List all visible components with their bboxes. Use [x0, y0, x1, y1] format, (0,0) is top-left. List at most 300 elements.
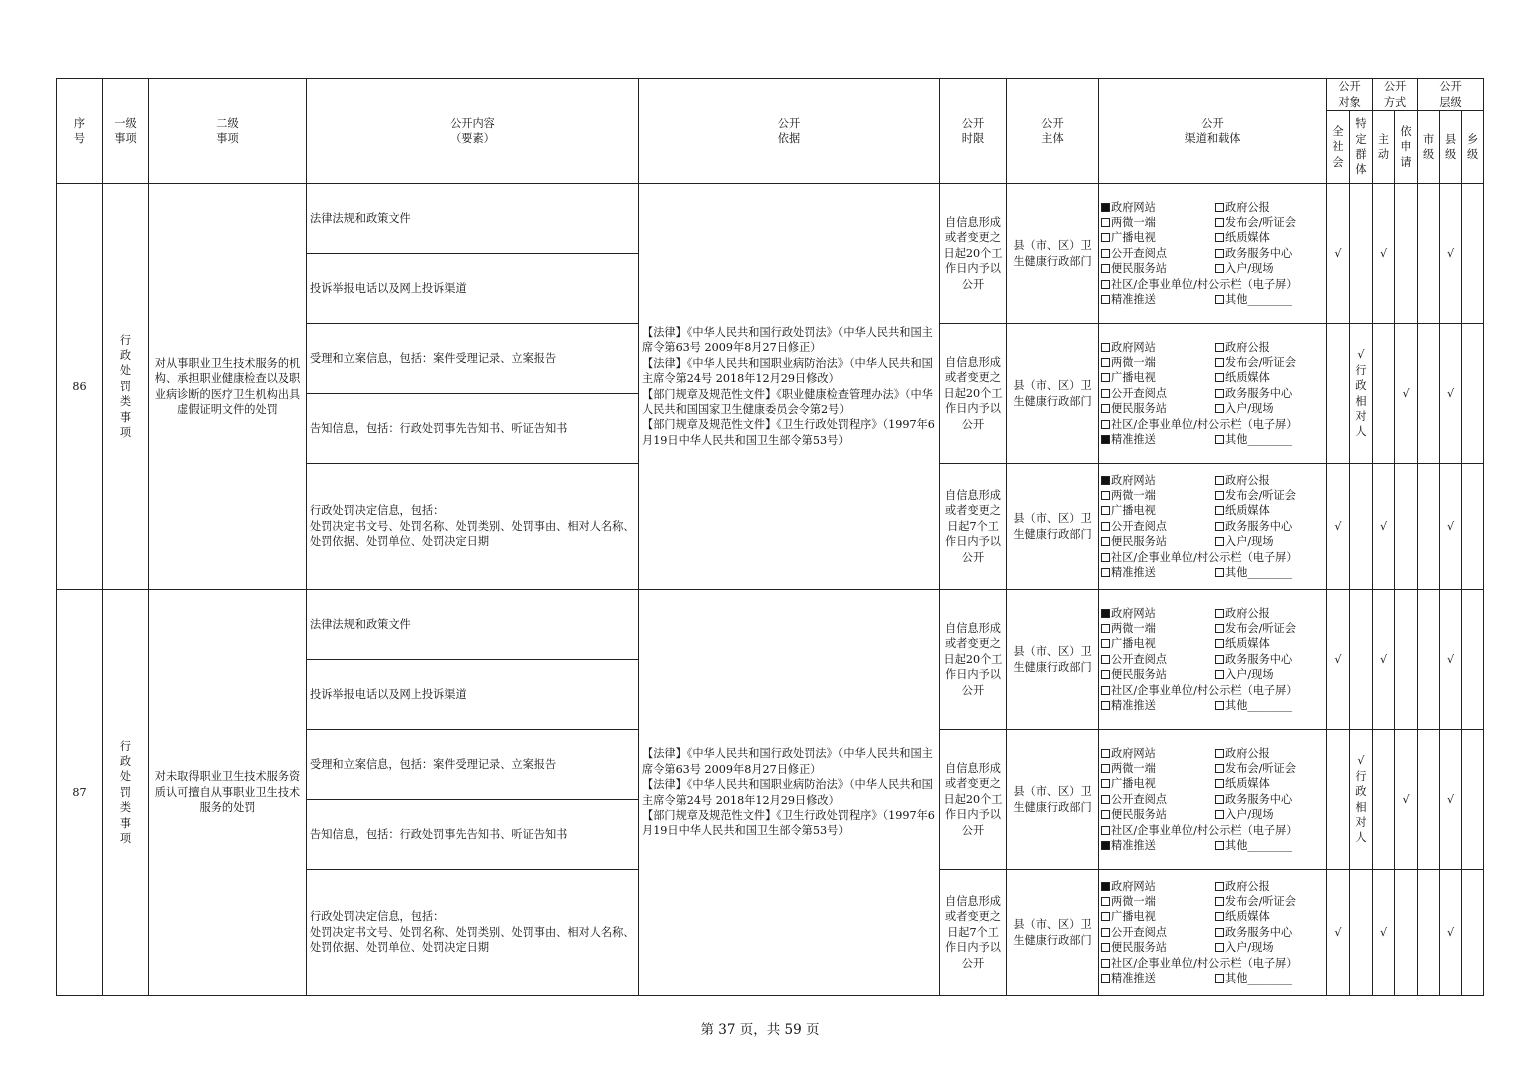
- channel-label: 发布会/听证会: [1225, 355, 1296, 369]
- channel-label: 政府网站: [1111, 879, 1156, 893]
- checkbox-icon: [1215, 655, 1224, 664]
- checkbox-icon: [1215, 568, 1224, 577]
- header-subject: 公开 主体: [1007, 79, 1099, 184]
- item-level1-text: 行政处罚类事项: [119, 333, 132, 440]
- channel-label: 纸质媒体: [1225, 637, 1270, 651]
- checkbox-icon: [1101, 491, 1110, 500]
- checkbox-icon: [1101, 203, 1110, 212]
- item-subject: 县（市、区）卫生健康行政部门: [1007, 730, 1099, 870]
- channel-label: 精准推送: [1111, 972, 1156, 986]
- checkbox-icon: [1101, 779, 1110, 788]
- mark-request: [1395, 590, 1418, 730]
- checkbox-icon: [1101, 655, 1110, 664]
- checkbox-icon: [1215, 264, 1224, 273]
- mark-active: [1373, 870, 1395, 996]
- check-mark: √: [1334, 519, 1342, 533]
- item-content: 投诉举报电话以及网上投诉渠道: [307, 660, 639, 730]
- mark-all: [1327, 184, 1350, 324]
- header-seq: 序号: [57, 79, 103, 184]
- checkbox-icon: [1215, 491, 1224, 500]
- channel-row: [1101, 534, 1324, 549]
- channel-label: 其他________: [1225, 839, 1293, 853]
- checkbox-icon: [1215, 928, 1224, 937]
- channel-row: [1101, 746, 1324, 761]
- channel-row: [1101, 519, 1324, 534]
- mark-town: [1462, 184, 1484, 324]
- channel-row: [1101, 488, 1324, 503]
- channel-label: 公开查阅点: [1111, 652, 1167, 666]
- mark-town: [1462, 324, 1484, 464]
- channel-row: [1101, 230, 1324, 245]
- channel-label: 入户/现场: [1225, 668, 1274, 682]
- channel-label: 入户/现场: [1225, 535, 1274, 549]
- checkbox-icon: [1215, 218, 1224, 227]
- channel-label: 社区/企事业单位/村公示栏（电子屏）: [1111, 823, 1298, 837]
- checkbox-icon: [1101, 264, 1110, 273]
- header-level-city: 市级: [1418, 111, 1440, 184]
- item-content: 受理和立案信息，包括：案件受理记录、立案报告: [307, 324, 639, 394]
- item-basis: 【法律】《中华人民共和国行政处罚法》（中华人民共和国主席令第63号 2009年8月27日修正） 【法律】《中华人民共和国职业病防治法》（中华人民共和国主席令第24号 2018年12月29日修改） 【部门规章及规范性文件】《职业健康检查管理办法》（中华人民共和国国家卫生健康委员会令第2号） 【部门规章及规范性文件】《卫生行政处罚程序》（1997年6月19日中华人民共和国卫生部令第53号）: [639, 184, 940, 590]
- checkbox-icon: [1215, 373, 1224, 382]
- mark-all: [1327, 730, 1350, 870]
- header-level2: 二级 事项: [149, 79, 307, 184]
- channel-label: 政府公报: [1225, 340, 1270, 354]
- channel-row: [1101, 550, 1324, 565]
- item-time-limit: 自信息形成或者变更之日起7个工作日内予以公开: [940, 464, 1007, 590]
- channel-label: 广播电视: [1111, 637, 1156, 651]
- checkbox-icon: [1215, 506, 1224, 515]
- table-row: [57, 590, 1484, 660]
- mark-city: [1418, 184, 1440, 324]
- item-content: 法律法规和政策文件: [307, 184, 639, 254]
- mark-specific: [1350, 870, 1373, 996]
- channel-row: [1101, 683, 1324, 698]
- item-channels: [1099, 870, 1327, 996]
- channel-row: [1101, 894, 1324, 909]
- item-time-limit: 自信息形成或者变更之日起20个工作日内予以公开: [940, 730, 1007, 870]
- item-content: 投诉举报电话以及网上投诉渠道: [307, 254, 639, 324]
- check-mark: √: [1446, 246, 1455, 260]
- item-channels: [1099, 324, 1327, 464]
- check-mark: √行政相对人: [1355, 348, 1367, 439]
- checkbox-icon: [1101, 404, 1110, 413]
- channel-row: [1101, 807, 1324, 822]
- mark-specific: [1350, 590, 1373, 730]
- channel-label: 广播电视: [1111, 777, 1156, 791]
- checkbox-icon: [1215, 476, 1224, 485]
- channel-label: 公开查阅点: [1111, 386, 1167, 400]
- channel-row: [1101, 776, 1324, 791]
- channel-row: [1101, 667, 1324, 682]
- check-mark: √: [1334, 246, 1342, 260]
- checkbox-icon: [1101, 609, 1110, 618]
- checkbox-icon: [1215, 404, 1224, 413]
- checkbox-icon: [1101, 764, 1110, 773]
- checkbox-icon: [1101, 639, 1110, 648]
- checkbox-icon: [1101, 928, 1110, 937]
- check-mark: √: [1402, 792, 1410, 806]
- check-mark: √: [1379, 652, 1388, 666]
- channel-label: 政府网站: [1111, 746, 1156, 760]
- mark-request: [1395, 184, 1418, 324]
- checkbox-icon: [1101, 435, 1110, 444]
- channel-row: [1101, 879, 1324, 894]
- checkbox-icon: [1101, 373, 1110, 382]
- checkbox-icon: [1101, 749, 1110, 758]
- mark-all: [1327, 590, 1350, 730]
- channel-row: [1101, 473, 1324, 488]
- channel-row: [1101, 652, 1324, 667]
- channel-label: 社区/企事业单位/村公示栏（电子屏）: [1111, 683, 1298, 697]
- checkbox-icon: [1101, 912, 1110, 921]
- mark-all: [1327, 870, 1350, 996]
- channel-label: 公开查阅点: [1111, 792, 1167, 806]
- checkbox-icon: [1101, 959, 1110, 968]
- checkbox-icon: [1215, 795, 1224, 804]
- channel-row: [1101, 417, 1324, 432]
- channel-label: 社区/企事业单位/村公示栏（电子屏）: [1111, 956, 1298, 970]
- header-level: 公开 层级: [1418, 79, 1484, 111]
- header-level-town: 乡级: [1462, 111, 1484, 184]
- channel-label: 政务服务中心: [1225, 386, 1293, 400]
- item-basis: 【法律】《中华人民共和国行政处罚法》（中华人民共和国主席令第63号 2009年8月27日修正） 【法律】《中华人民共和国职业病防治法》（中华人民共和国主席令第24号 2018年12月29日修改） 【部门规章及规范性文件】《卫生行政处罚程序》（1997年6月19日中华人民共和国卫生部令第53号）: [639, 590, 940, 996]
- checkbox-icon: [1101, 249, 1110, 258]
- mark-active: [1373, 324, 1395, 464]
- mark-specific: [1350, 464, 1373, 590]
- channel-label: 两微一端: [1111, 894, 1156, 908]
- item-level1: [103, 590, 149, 996]
- channel-row: [1101, 503, 1324, 518]
- mark-county: [1440, 184, 1462, 324]
- header-content: 公开内容 （要素）: [307, 79, 639, 184]
- channel-label: 发布会/听证会: [1225, 621, 1296, 635]
- channel-row: [1101, 636, 1324, 651]
- item-content: 行政处罚决定信息，包括： 处罚决定书文号、处罚名称、处罚类别、处罚事由、相对人名称、处罚依据、处罚单位、处罚决定日期: [307, 870, 639, 996]
- channel-label: 广播电视: [1111, 371, 1156, 385]
- channel-row: [1101, 823, 1324, 838]
- channel-label: 政府网站: [1111, 200, 1156, 214]
- checkbox-icon: [1101, 218, 1110, 227]
- item-level2: 对未取得职业卫生技术服务资质认可擅自从事职业卫生技术服务的处罚: [149, 590, 307, 996]
- checkbox-icon: [1215, 701, 1224, 710]
- channel-label: 广播电视: [1111, 910, 1156, 924]
- channel-label: 精准推送: [1111, 566, 1156, 580]
- mark-active: [1373, 590, 1395, 730]
- channel-label: 政府公报: [1225, 879, 1270, 893]
- mark-city: [1418, 870, 1440, 996]
- channel-label: 两微一端: [1111, 621, 1156, 635]
- channel-label: 政务服务中心: [1225, 652, 1293, 666]
- checkbox-icon: [1101, 537, 1110, 546]
- channel-label: 政务服务中心: [1225, 925, 1293, 939]
- channel-label: 政府公报: [1225, 200, 1270, 214]
- channel-label: 纸质媒体: [1225, 777, 1270, 791]
- mark-request: [1395, 730, 1418, 870]
- mark-county: [1440, 590, 1462, 730]
- channel-label: 社区/企事业单位/村公示栏（电子屏）: [1111, 417, 1298, 431]
- checkbox-icon: [1101, 943, 1110, 952]
- channel-label: 便民服务站: [1111, 941, 1167, 955]
- channel-label: 入户/现场: [1225, 808, 1274, 822]
- channel-label: 纸质媒体: [1225, 371, 1270, 385]
- checkbox-icon: [1101, 420, 1110, 429]
- item-channels: [1099, 464, 1327, 590]
- checkbox-icon: [1215, 974, 1224, 983]
- mark-city: [1418, 590, 1440, 730]
- channel-row: [1101, 698, 1324, 713]
- channel-label: 社区/企事业单位/村公示栏（电子屏）: [1111, 277, 1298, 291]
- checkbox-icon: [1215, 670, 1224, 679]
- checkbox-icon: [1215, 233, 1224, 242]
- channel-label: 便民服务站: [1111, 262, 1167, 276]
- check-mark: √: [1446, 386, 1455, 400]
- checkbox-icon: [1215, 779, 1224, 788]
- channel-label: 精准推送: [1111, 433, 1156, 447]
- checkbox-icon: [1101, 522, 1110, 531]
- channel-label: 其他________: [1225, 293, 1293, 307]
- channel-label: 社区/企事业单位/村公示栏（电子屏）: [1111, 550, 1298, 564]
- disclosure-table: [56, 78, 1484, 996]
- mark-request: [1395, 464, 1418, 590]
- mark-town: [1462, 870, 1484, 996]
- item-level2: 对从事职业卫生技术服务的机构、承担职业健康检查以及职业病诊断的医疗卫生机构出具虚假证明文件的处罚: [149, 184, 307, 590]
- check-mark: √: [1379, 925, 1388, 939]
- checkbox-icon: [1101, 389, 1110, 398]
- channel-label: 发布会/听证会: [1225, 488, 1296, 502]
- item-seq: 86: [57, 184, 103, 590]
- checkbox-icon: [1215, 810, 1224, 819]
- channel-row: [1101, 261, 1324, 276]
- mark-county: [1440, 870, 1462, 996]
- channel-label: 政府网站: [1111, 606, 1156, 620]
- checkbox-icon: [1101, 506, 1110, 515]
- channel-row: [1101, 792, 1324, 807]
- channel-row: [1101, 838, 1324, 853]
- checkbox-icon: [1215, 897, 1224, 906]
- mark-town: [1462, 464, 1484, 590]
- item-level1: [103, 184, 149, 590]
- table-row: [57, 184, 1484, 254]
- check-mark: √: [1379, 519, 1388, 533]
- item-level1-text: 行政处罚类事项: [119, 739, 132, 846]
- mark-active: [1373, 730, 1395, 870]
- checkbox-icon: [1215, 749, 1224, 758]
- channel-label: 便民服务站: [1111, 535, 1167, 549]
- channel-label: 广播电视: [1111, 231, 1156, 245]
- mark-request: [1395, 870, 1418, 996]
- item-subject: 县（市、区）卫生健康行政部门: [1007, 324, 1099, 464]
- check-mark: √: [1446, 792, 1455, 806]
- channel-label: 发布会/听证会: [1225, 215, 1296, 229]
- mark-active: [1373, 464, 1395, 590]
- checkbox-icon: [1101, 670, 1110, 679]
- check-mark: √: [1446, 652, 1455, 666]
- checkbox-icon: [1215, 537, 1224, 546]
- channel-label: 纸质媒体: [1225, 910, 1270, 924]
- checkbox-icon: [1215, 343, 1224, 352]
- channel-label: 便民服务站: [1111, 402, 1167, 416]
- channel-row: [1101, 621, 1324, 636]
- item-time-limit: 自信息形成或者变更之日起7个工作日内予以公开: [940, 870, 1007, 996]
- channel-label: 便民服务站: [1111, 808, 1167, 822]
- mark-city: [1418, 730, 1440, 870]
- channel-label: 入户/现场: [1225, 262, 1274, 276]
- channel-row: [1101, 340, 1324, 355]
- channel-label: 其他________: [1225, 433, 1293, 447]
- channel-row: [1101, 565, 1324, 580]
- checkbox-icon: [1215, 295, 1224, 304]
- item-time-limit: 自信息形成或者变更之日起20个工作日内予以公开: [940, 590, 1007, 730]
- checkbox-icon: [1101, 795, 1110, 804]
- checkbox-icon: [1215, 389, 1224, 398]
- checkbox-icon: [1215, 912, 1224, 921]
- item-content: 告知信息，包括：行政处罚事先告知书、听证告知书: [307, 394, 639, 464]
- checkbox-icon: [1101, 624, 1110, 633]
- channel-label: 政府公报: [1225, 606, 1270, 620]
- channel-row: [1101, 215, 1324, 230]
- item-time-limit: 自信息形成或者变更之日起20个工作日内予以公开: [940, 324, 1007, 464]
- checkbox-icon: [1215, 522, 1224, 531]
- header-time: 公开 时限: [940, 79, 1007, 184]
- channel-row: [1101, 606, 1324, 621]
- channel-label: 发布会/听证会: [1225, 894, 1296, 908]
- channel-row: [1101, 370, 1324, 385]
- channel-row: [1101, 401, 1324, 416]
- checkbox-icon: [1101, 358, 1110, 367]
- mark-specific: [1350, 324, 1373, 464]
- check-mark: √行政相对人: [1355, 754, 1367, 845]
- checkbox-icon: [1101, 553, 1110, 562]
- channel-label: 两微一端: [1111, 761, 1156, 775]
- item-content: 法律法规和政策文件: [307, 590, 639, 660]
- channel-label: 两微一端: [1111, 488, 1156, 502]
- item-subject: 县（市、区）卫生健康行政部门: [1007, 870, 1099, 996]
- check-mark: √: [1334, 652, 1342, 666]
- channel-row: [1101, 200, 1324, 215]
- header-method-active: 主动: [1373, 111, 1395, 184]
- channel-row: [1101, 956, 1324, 971]
- channel-row: [1101, 971, 1324, 986]
- item-subject: 县（市、区）卫生健康行政部门: [1007, 184, 1099, 324]
- checkbox-icon: [1215, 203, 1224, 212]
- checkbox-icon: [1101, 280, 1110, 289]
- checkbox-icon: [1101, 974, 1110, 983]
- checkbox-icon: [1215, 609, 1224, 618]
- checkbox-icon: [1101, 686, 1110, 695]
- header-basis: 公开 依据: [639, 79, 940, 184]
- mark-active: [1373, 184, 1395, 324]
- mark-specific: [1350, 184, 1373, 324]
- mark-county: [1440, 324, 1462, 464]
- checkbox-icon: [1101, 568, 1110, 577]
- mark-request: [1395, 324, 1418, 464]
- channel-label: 政府网站: [1111, 473, 1156, 487]
- header-level-county: 县级: [1440, 111, 1462, 184]
- mark-specific: [1350, 730, 1373, 870]
- channel-label: 公开查阅点: [1111, 925, 1167, 939]
- check-mark: √: [1334, 925, 1342, 939]
- channel-row: [1101, 246, 1324, 261]
- mark-town: [1462, 730, 1484, 870]
- header-method-request: 依申请: [1395, 111, 1418, 184]
- item-seq: 87: [57, 590, 103, 996]
- channel-label: 其他________: [1225, 566, 1293, 580]
- item-channels: [1099, 590, 1327, 730]
- header-level1: 一级 事项: [103, 79, 149, 184]
- mark-county: [1440, 464, 1462, 590]
- check-mark: √: [1446, 519, 1455, 533]
- item-subject: 县（市、区）卫生健康行政部门: [1007, 464, 1099, 590]
- header-target-specific: 特定群体: [1350, 111, 1373, 184]
- checkbox-icon: [1215, 882, 1224, 891]
- channel-label: 精准推送: [1111, 293, 1156, 307]
- channel-label: 政务服务中心: [1225, 792, 1293, 806]
- header-target: 公开 对象: [1327, 79, 1373, 111]
- checkbox-icon: [1101, 233, 1110, 242]
- checkbox-icon: [1215, 249, 1224, 258]
- channel-label: 纸质媒体: [1225, 231, 1270, 245]
- checkbox-icon: [1215, 764, 1224, 773]
- channel-row: [1101, 761, 1324, 776]
- channel-label: 广播电视: [1111, 504, 1156, 518]
- channel-label: 精准推送: [1111, 699, 1156, 713]
- item-channels: [1099, 184, 1327, 324]
- checkbox-icon: [1101, 295, 1110, 304]
- channel-label: 政务服务中心: [1225, 246, 1293, 260]
- mark-town: [1462, 590, 1484, 730]
- checkbox-icon: [1215, 358, 1224, 367]
- checkbox-icon: [1101, 343, 1110, 352]
- channel-label: 入户/现场: [1225, 941, 1274, 955]
- check-mark: √: [1446, 925, 1455, 939]
- checkbox-icon: [1215, 841, 1224, 850]
- checkbox-icon: [1215, 435, 1224, 444]
- checkbox-icon: [1101, 841, 1110, 850]
- mark-all: [1327, 464, 1350, 590]
- item-channels: [1099, 730, 1327, 870]
- channel-label: 两微一端: [1111, 215, 1156, 229]
- channel-label: 精准推送: [1111, 839, 1156, 853]
- channel-row: [1101, 355, 1324, 370]
- item-content: 受理和立案信息，包括：案件受理记录、立案报告: [307, 730, 639, 800]
- channel-label: 政府公报: [1225, 746, 1270, 760]
- header-row: [57, 79, 1484, 111]
- header-target-all: 全社会: [1327, 111, 1350, 184]
- channel-label: 公开查阅点: [1111, 246, 1167, 260]
- mark-all: [1327, 324, 1350, 464]
- item-subject: 县（市、区）卫生健康行政部门: [1007, 590, 1099, 730]
- item-time-limit: 自信息形成或者变更之日起20个工作日内予以公开: [940, 184, 1007, 324]
- channel-label: 政务服务中心: [1225, 519, 1293, 533]
- channel-row: [1101, 292, 1324, 307]
- check-mark: √: [1402, 386, 1410, 400]
- channel-row: [1101, 909, 1324, 924]
- checkbox-icon: [1215, 624, 1224, 633]
- checkbox-icon: [1101, 810, 1110, 819]
- channel-row: [1101, 940, 1324, 955]
- channel-label: 纸质媒体: [1225, 504, 1270, 518]
- check-mark: √: [1379, 246, 1388, 260]
- channel-label: 其他________: [1225, 699, 1293, 713]
- header-method: 公开 方式: [1373, 79, 1418, 111]
- channel-label: 入户/现场: [1225, 402, 1274, 416]
- item-content: 告知信息，包括：行政处罚事先告知书、听证告知书: [307, 800, 639, 870]
- channel-label: 两微一端: [1111, 355, 1156, 369]
- channel-label: 公开查阅点: [1111, 519, 1167, 533]
- channel-row: [1101, 432, 1324, 447]
- checkbox-icon: [1101, 826, 1110, 835]
- channel-row: [1101, 386, 1324, 401]
